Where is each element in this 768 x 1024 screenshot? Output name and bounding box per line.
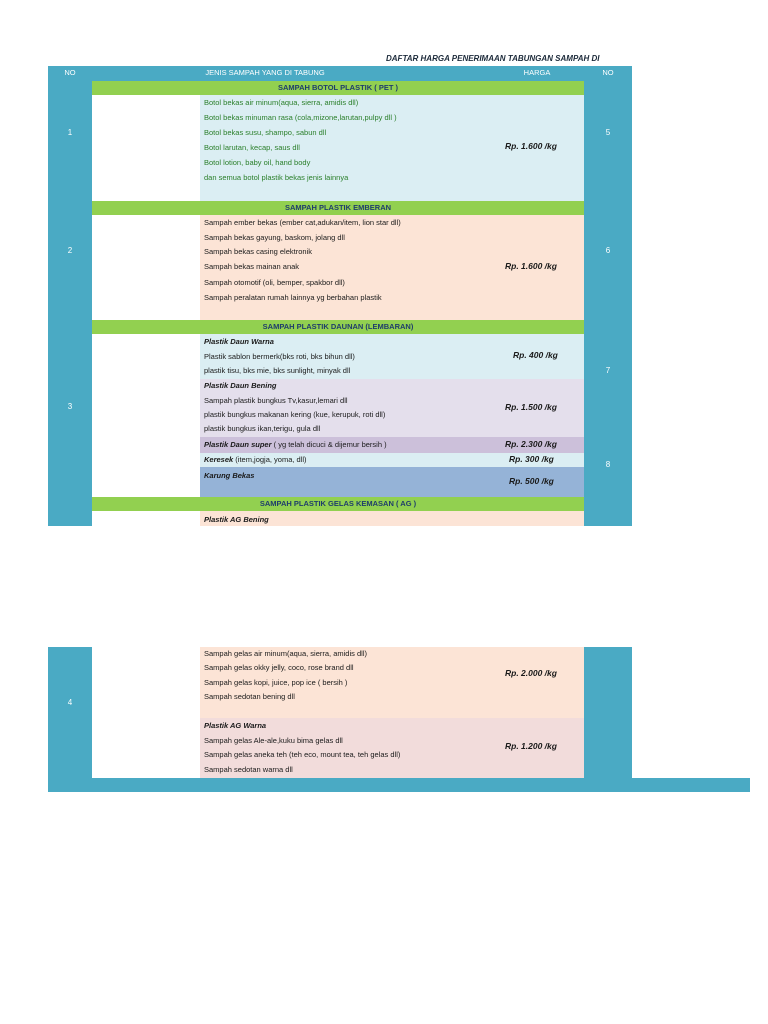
price-ag-bening: Rp. 2.000 /kg <box>505 668 557 678</box>
list-item: Sampah peralatan rumah lainnya yg berbahan plastik <box>204 293 382 302</box>
keresek-cell <box>200 453 584 467</box>
list-item: plastik tisu, bks mie, bks sunlight, minyak dll <box>204 366 351 375</box>
list-item: Sampah gelas Ale-ale,kuku bima gelas dll <box>204 736 343 745</box>
list-item: dan semua botol plastik bekas jenis lainnya <box>204 173 349 182</box>
karung-cell <box>200 467 584 497</box>
page-title: DAFTAR HARGA PENERIMAAN TABUNGAN SAMPAH DI <box>386 54 600 63</box>
header-no-right: NO <box>602 68 614 77</box>
blank-description-area <box>92 81 200 526</box>
list-item: Sampah bekas mainan anak <box>204 262 300 271</box>
label-keresek: Keresek <box>204 455 234 464</box>
section-band-daunan: SAMPAH PLASTIK DAUNAN (LEMBARAN) <box>92 320 584 334</box>
list-item: plastik bungkus ikan,terigu, gula dll <box>204 424 321 433</box>
row-number-7: 7 <box>605 366 611 375</box>
price-pet: Rp. 1.600 /kg <box>505 141 557 151</box>
price-daun-bening: Rp. 1.500 /kg <box>505 402 557 412</box>
list-item: Sampah otomotif (oli, bemper, spakbor dll) <box>204 278 345 287</box>
ag-warna-cell <box>200 718 584 778</box>
section-band-emberan: SAMPAH PLASTIK EMBERAN <box>92 201 584 215</box>
list-item: Sampah gelas okky jelly, coco, rose brand dll <box>204 663 354 672</box>
ag-bening-header-cell <box>200 511 584 526</box>
list-item: Sampah plastik bungkus Tv,kasur,lemari dll <box>204 396 348 405</box>
row-number-5: 5 <box>605 128 611 137</box>
list-item: Sampah gelas kopi, juice, pop ice ( bersih ) <box>204 678 348 687</box>
label-karung: Karung Bekas <box>204 471 255 480</box>
list-item: Sampah gelas aneka teh (teh eco, mount tea, teh gelas dll) <box>204 750 401 759</box>
list-item: Botol lotion, baby oil, hand body <box>204 158 311 167</box>
row-number-8: 8 <box>605 460 611 469</box>
right-no-column-lower <box>584 647 632 792</box>
pet-items-cell <box>200 95 584 201</box>
row-number-1: 1 <box>67 128 73 137</box>
list-item: Sampah ember bekas (ember cat,adukan/item, lion star dll) <box>204 218 401 227</box>
header-no: NO <box>64 68 76 77</box>
subtitle-daun-bening: Plastik Daun Bening <box>204 381 277 390</box>
price-emberan: Rp. 1.600 /kg <box>505 261 557 271</box>
daun-warna-cell <box>200 334 584 379</box>
price-daun-super: Rp. 2.300 /kg <box>505 439 557 449</box>
left-no-column-lower <box>48 647 92 792</box>
section-band-pet: SAMPAH BOTOL PLASTIK ( PET ) <box>92 81 584 95</box>
subtitle-ag-bening: Plastik AG Bening <box>204 515 269 524</box>
list-item: Sampah sedotan bening dll <box>204 692 295 701</box>
note-keresek: (item,jogja, yoma, dll) <box>233 455 307 464</box>
list-item: Plastik sablon bermerk(bks roti, bks bihun dll) <box>204 352 355 361</box>
list-item: Sampah bekas gayung, baskom, jolang dll <box>204 233 345 242</box>
note-daun-super: ( yg telah dicuci & dijemur bersih ) <box>271 440 387 449</box>
subtitle-ag-warna: Plastik AG Warna <box>204 721 267 730</box>
row-number-2: 2 <box>67 246 73 255</box>
row-number-4: 4 <box>67 698 73 707</box>
ag-bening-cell <box>200 647 584 718</box>
price-ag-warna: Rp. 1.200 /kg <box>505 741 557 751</box>
list-item: Botol bekas minuman rasa (cola,mizone,larutan,pulpy dll ) <box>204 113 397 122</box>
daun-bening-cell <box>200 379 584 437</box>
emberan-items-cell <box>200 215 584 320</box>
row-number-3: 3 <box>67 402 73 411</box>
list-item: Botol bekas susu, shampo, sabun dll <box>204 128 327 137</box>
list-item: Botol bekas air minum(aqua, sierra, amidis dll) <box>204 98 359 107</box>
price-karung: Rp. 500 /kg <box>509 476 554 486</box>
row-number-6: 6 <box>605 246 611 255</box>
list-item: Sampah sedotan warna dll <box>204 765 293 774</box>
list-item: plastik bungkus makanan kering (kue, kerupuk, roti dll) <box>204 410 386 419</box>
header-harga: HARGA <box>523 68 551 77</box>
section-band-ag: SAMPAH PLASTIK GELAS KEMASAN ( AG ) <box>92 497 584 511</box>
label-daun-super: Plastik Daun super <box>204 440 272 449</box>
daun-super-cell <box>200 437 584 453</box>
list-item: Botol larutan, kecap, saus dll <box>204 143 300 152</box>
footer-bar <box>48 778 750 792</box>
list-item: Sampah bekas casing elektronik <box>204 247 312 256</box>
subtitle-daun-warna: Plastik Daun Warna <box>204 337 274 346</box>
list-item: Sampah gelas air minum(aqua, sierra, amidis dll) <box>204 649 367 658</box>
price-keresek: Rp. 300 /kg <box>509 454 554 464</box>
price-daun-warna: Rp. 400 /kg <box>513 350 558 360</box>
header-jenis: JENIS SAMPAH YANG DI TABUNG <box>205 68 325 77</box>
